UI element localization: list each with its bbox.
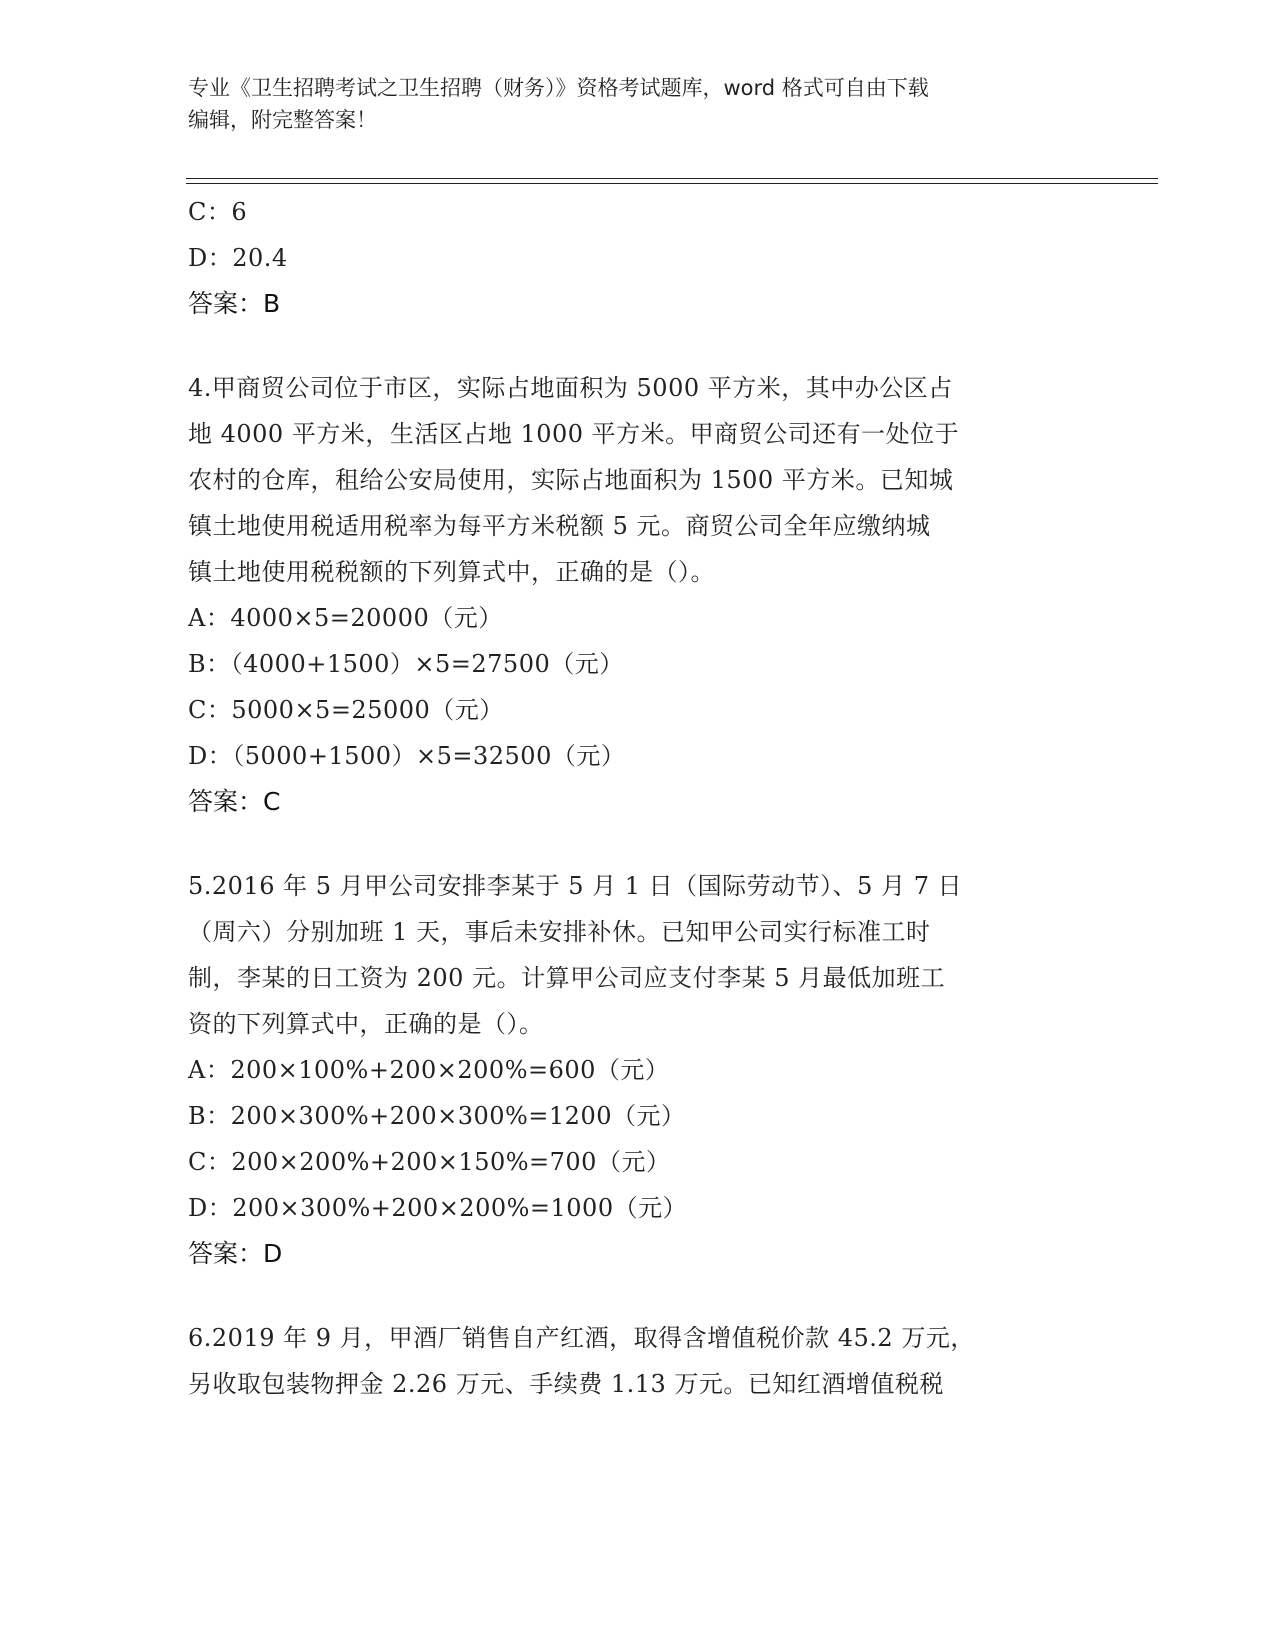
- prev-question-block: [188, 189, 1088, 327]
- option-b: B：200×300%+200×300%=1200（元）: [188, 1102, 686, 1130]
- question-5: [188, 863, 1088, 1277]
- option-d: D：20.4: [188, 244, 288, 272]
- answer-line: 答案：C: [188, 787, 281, 816]
- answer-line: 答案：B: [188, 289, 281, 318]
- question-text-line: 农村的仓库，租给公安局使用，实际占地面积为 1500 平方米。已知城: [188, 466, 954, 494]
- question-text-line: 制，李某的日工资为 200 元。计算甲公司应支付李某 5 月最低加班工: [188, 964, 946, 992]
- question-text-line: （周六）分别加班 1 天，事后未安排补休。已知甲公司实行标准工时: [188, 918, 931, 946]
- question-text-line: 6.2019 年 9 月，甲酒厂销售自产红酒，取得含增值税价款 45.2 万元，: [188, 1324, 975, 1352]
- option-c: C：6: [188, 198, 248, 226]
- question-text-line: 4.甲商贸公司位于市区，实际占地面积为 5000 平方米，其中办公区占: [188, 374, 953, 402]
- question-text-line: 地 4000 平方米，生活区占地 1000 平方米。甲商贸公司还有一处位于: [188, 420, 960, 448]
- question-4: [188, 365, 1088, 825]
- option-c: C：200×200%+200×150%=700（元）: [188, 1148, 671, 1176]
- spacer: [188, 1277, 1088, 1315]
- option-d: D：（5000+1500）×5=32500（元）: [188, 742, 626, 770]
- spacer: [188, 327, 1088, 365]
- option-a: A：4000×5=20000（元）: [188, 604, 503, 632]
- question-content: [188, 189, 1088, 1407]
- header-divider-bottom: [186, 183, 1158, 184]
- header-line-1: 专业《卫生招聘考试之卫生招聘（财务）》资格考试题库，word 格式可自由下载: [188, 76, 929, 100]
- option-b: B：（4000+1500）×5=27500（元）: [188, 650, 624, 678]
- answer-line: 答案：D: [188, 1239, 283, 1268]
- page-header: [188, 72, 1088, 136]
- question-text-line: 镇土地使用税税额的下列算式中，正确的是（）。: [188, 558, 715, 586]
- question-text-line: 镇土地使用税适用税率为每平方米税额 5 元。商贸公司全年应缴纳城: [188, 512, 931, 540]
- option-a: A：200×100%+200×200%=600（元）: [188, 1056, 670, 1084]
- question-text-line: 5.2016 年 5 月甲公司安排李某于 5 月 1 日（国际劳动节）、5 月 7 日: [188, 872, 963, 900]
- option-d: D：200×300%+200×200%=1000（元）: [188, 1194, 688, 1222]
- question-6: [188, 1315, 1088, 1407]
- header-divider-top: [186, 178, 1158, 179]
- option-c: C：5000×5=25000（元）: [188, 696, 504, 724]
- question-text-line: 资的下列算式中，正确的是（）。: [188, 1010, 544, 1038]
- header-line-2: 编辑，附完整答案！: [188, 108, 377, 132]
- spacer: [188, 825, 1088, 863]
- question-text-line: 另收取包装物押金 2.26 万元、手续费 1.13 万元。已知红酒增值税税: [188, 1370, 944, 1398]
